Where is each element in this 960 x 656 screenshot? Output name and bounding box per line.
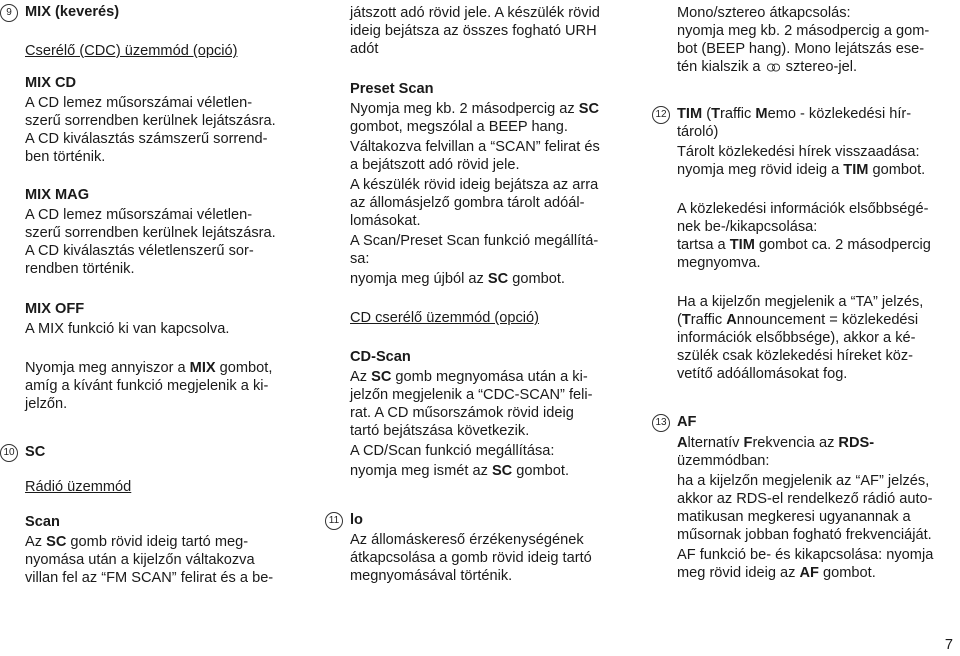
- stereo-icon: [767, 63, 780, 72]
- col3-line-2: bot (BEEP hang). Mono lejátszás ese-: [677, 41, 925, 57]
- col2-line-10: lomásokat.: [350, 213, 421, 229]
- col1-line-10: A CD kiválasztás véletlenszerű sor-: [25, 243, 254, 259]
- col1-line-5: A CD kiválasztás számszerű sorrend-: [25, 131, 268, 147]
- col3-line-13: (Traffic Announcement = közlekedési: [677, 312, 919, 328]
- col1-line-6: ben történik.: [25, 149, 106, 165]
- section-number-badge: 10: [0, 444, 18, 462]
- col2-line-1: ideig bejátsza az összes fogható URH: [350, 23, 597, 39]
- col2-line-0: játszott adó rövid jele. A készülék rövid: [350, 5, 600, 21]
- col3-line-9: nek be-/kikapcsolása:: [677, 219, 818, 235]
- col3-line-21: akkor az RDS-el rendelkező rádió auto-: [677, 491, 933, 507]
- col3-line-22: matikusan megkeresi ugyanannak a: [677, 509, 911, 525]
- col3-line-20: ha a kijelzőn megjelenik az “AF” jelzés,: [677, 473, 930, 489]
- col1-line-11: rendben történik.: [25, 261, 135, 277]
- col2-line-13: nyomja meg újból az SC gombot.: [350, 271, 565, 287]
- col3-line-17: AF: [677, 414, 697, 430]
- col1-line-3: A CD lemez műsorszámai véletlen-: [25, 95, 253, 111]
- col3-line-24: AF funkció be- és kikapcsolása: nyomja: [677, 547, 934, 563]
- col1-line-13: A MIX funkció ki van kapcsolva.: [25, 321, 230, 337]
- col3-line-18: Alternatív Frekvencia az RDS-: [677, 435, 875, 451]
- col3-line-23: műsornak jobban fogható frekvenciáját.: [677, 527, 932, 543]
- col2-line-22: lo: [350, 512, 363, 528]
- col3-line-10: tartsa a TIM gombot ca. 2 másodpercig: [677, 237, 931, 253]
- section-number-badge: 11: [325, 512, 343, 530]
- col2-line-4: Nyomja meg kb. 2 másodpercig az SC: [350, 101, 600, 117]
- col3-line-12: Ha a kijelzőn megjelenik a “TA” jelzés,: [677, 294, 924, 310]
- col2-line-2: adót: [350, 41, 379, 57]
- col1-line-22: villan fel az “FM SCAN” felirat és a be-: [25, 570, 274, 586]
- col2-line-14: CD cserélő üzemmód (opció): [350, 310, 539, 326]
- col2-line-5: gombot, megszólal a BEEP hang.: [350, 119, 568, 135]
- col2-line-12: sa:: [350, 251, 370, 267]
- col2-line-15: CD-Scan: [350, 349, 411, 365]
- col2-line-7: a bejátszott adó rövid jele.: [350, 157, 520, 173]
- col2-line-16: Az SC gomb megnyomása után a ki-: [350, 369, 588, 385]
- col2-line-3: Preset Scan: [350, 81, 434, 97]
- col3-line-0: Mono/sztereo átkapcsolás:: [677, 5, 851, 21]
- col2-line-20: A CD/Scan funkció megállítása:: [350, 443, 555, 459]
- col3-line-6: Tárolt közlekedési hírek visszaadása:: [677, 144, 920, 160]
- col1-line-19: Scan: [25, 514, 60, 530]
- col3-line-4: TIM (Traffic Memo - közlekedési hír-: [677, 106, 912, 122]
- col1-line-1: Cserélő (CDC) üzemmód (opció): [25, 43, 238, 59]
- col3-line-15: szülék csak közlekedési híreket köz-: [677, 348, 914, 364]
- col1-line-9: szerű sorrendben kerülnek lejátszásra.: [25, 225, 276, 241]
- section-number-badge: 12: [652, 106, 670, 124]
- col2-line-18: rat. A CD műsorszámok rövid ideig: [350, 405, 574, 421]
- col3-line-8: A közlekedési információk elsőbbségé-: [677, 201, 929, 217]
- col3-line-25: meg rövid ideig az AF gombot.: [677, 565, 876, 581]
- col1-line-4: szerű sorrendben kerülnek lejátszásra.: [25, 113, 276, 129]
- col1-line-12: MIX OFF: [25, 301, 85, 317]
- col2-line-23: Az állomáskereső érzékenységének: [350, 532, 584, 548]
- col1-line-21: nyomása után a kijelzőn váltakozva: [25, 552, 255, 568]
- col3-line-16: vetítő adóállomásokat fog.: [677, 366, 848, 382]
- col1-line-14: Nyomja meg annyiszor a MIX gombot,: [25, 360, 273, 376]
- col2-line-25: megnyomásával történik.: [350, 568, 513, 584]
- col1-line-8: A CD lemez műsorszámai véletlen-: [25, 207, 253, 223]
- col2-line-24: átkapcsolása a gomb rövid ideig tartó: [350, 550, 592, 566]
- section-number-badge: 13: [652, 414, 670, 432]
- col3-line-19: üzemmódban:: [677, 453, 770, 469]
- col2-line-8: A készülék rövid ideig bejátsza az arra: [350, 177, 599, 193]
- col1-line-7: MIX MAG: [25, 187, 90, 203]
- page-number: 7: [944, 637, 953, 653]
- col3-line-3: tén kialszik a sztereo-jel.: [677, 59, 858, 75]
- col2-line-17: jelzőn megjelenik a “CDC-SCAN” feli-: [350, 387, 593, 403]
- col2-line-9: az állomásjelző gombra tárolt adóál-: [350, 195, 585, 211]
- col1-line-15: amíg a kívánt funkció megjelenik a ki-: [25, 378, 269, 394]
- col1-line-17: SC: [25, 444, 46, 460]
- col1-line-0: MIX (keverés): [25, 4, 120, 20]
- col1-line-18: Rádió üzemmód: [25, 479, 132, 495]
- col3-line-1: nyomja meg kb. 2 másodpercig a gom-: [677, 23, 930, 39]
- col3-line-7: nyomja meg rövid ideig a TIM gombot.: [677, 162, 926, 178]
- section-number-badge: 9: [0, 4, 18, 22]
- col2-line-6: Váltakozva felvillan a “SCAN” felirat és: [350, 139, 600, 155]
- col3-line-5: tároló): [677, 124, 719, 140]
- col3-line-11: megnyomva.: [677, 255, 761, 271]
- col2-line-21: nyomja meg ismét az SC gombot.: [350, 463, 570, 479]
- col1-line-16: jelzőn.: [25, 396, 68, 412]
- col2-line-11: A Scan/Preset Scan funkció megállítá-: [350, 233, 599, 249]
- col1-line-2: MIX CD: [25, 75, 77, 91]
- col3-line-14: információk elsőbbsége), akkor a ké-: [677, 330, 916, 346]
- col2-line-19: tartó bejátszása következik.: [350, 423, 530, 439]
- col1-line-20: Az SC gomb rövid ideig tartó meg-: [25, 534, 249, 550]
